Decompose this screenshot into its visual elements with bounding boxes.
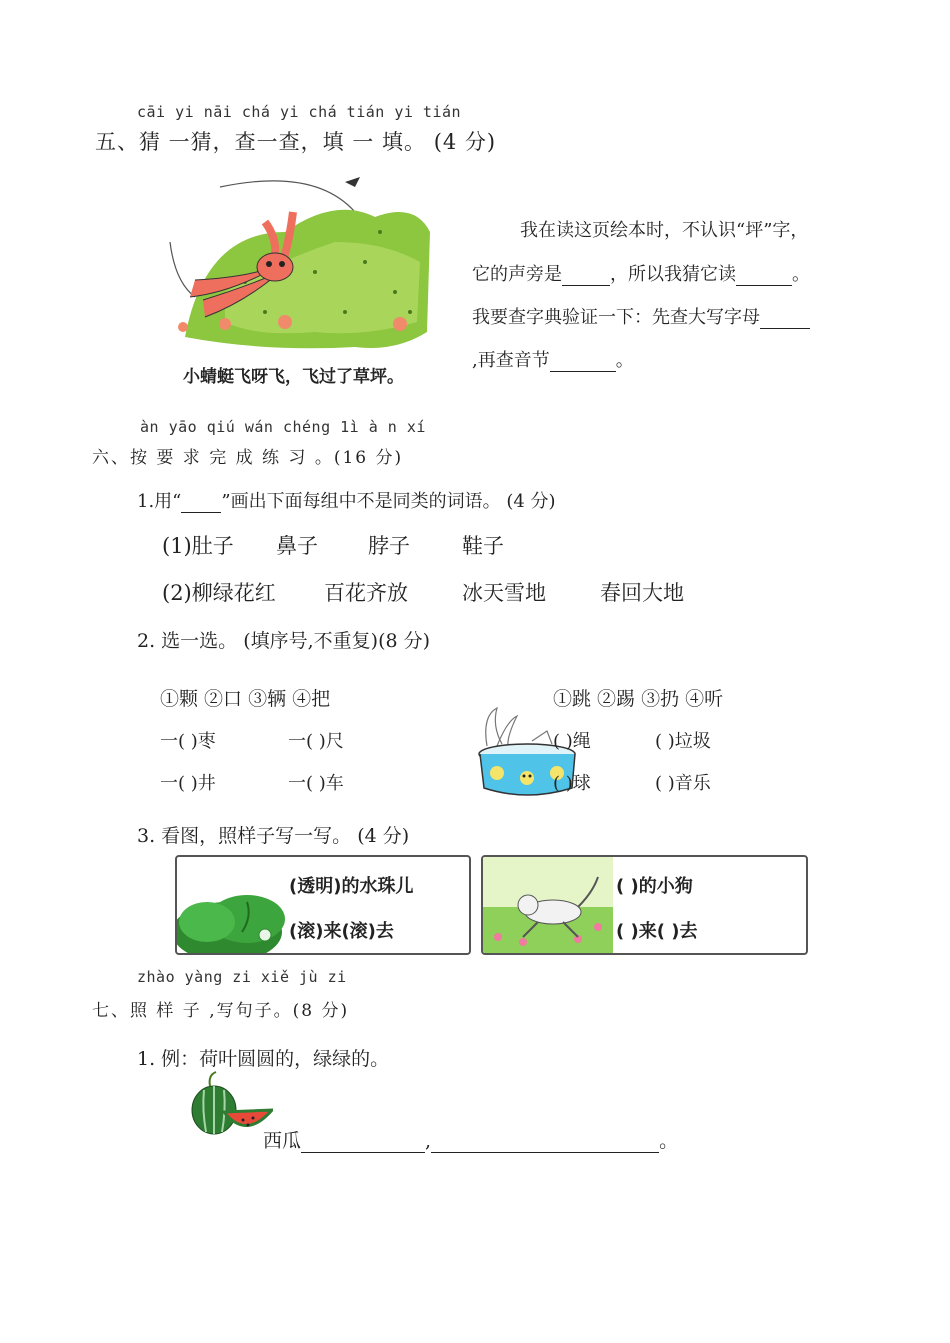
q1-row1-word-1[interactable]: (1)肚子 xyxy=(162,534,234,558)
box2-line-1[interactable]: ( )的小狗 xyxy=(616,876,693,897)
watermelon-picture xyxy=(188,1070,273,1138)
reading-line-1: 我在读这页绘本时，不认识“坪”字， xyxy=(520,220,809,241)
line4-text-b: 。 xyxy=(615,350,634,371)
q1-row2-word-3[interactable]: 冰天雪地 xyxy=(462,581,546,605)
q3-title: 3. 看图，照样子写一写。 (4 分) xyxy=(137,825,410,847)
q2-right-options: ①跳 ②踢 ③扔 ④听 xyxy=(553,688,724,710)
dragonfly-illustration xyxy=(165,172,440,387)
measure-word-blank-4[interactable]: 一( )车 xyxy=(288,773,344,794)
q1-row1-word-3[interactable]: 脖子 xyxy=(368,534,410,558)
answer-blank-2[interactable] xyxy=(431,1132,659,1153)
q1-row1-word-4[interactable]: 鞋子 xyxy=(462,534,504,558)
q1-text-pre: 1.用“ xyxy=(137,491,182,512)
illustration-caption: 小蜻蜓飞呀飞，飞过了草坪。 xyxy=(183,367,404,387)
q1-instruction xyxy=(137,487,556,513)
line3-text: 我要查字典验证一下：先查大写字母 xyxy=(472,307,760,328)
verb-blank-3[interactable]: ( )球 xyxy=(553,773,591,794)
q2-title: 2. 选一选。 (填序号,不重复)(8 分) xyxy=(137,630,431,652)
lotus-leaf-picture xyxy=(177,857,307,953)
line4-text-a: ,再查音节 xyxy=(472,350,550,371)
q1-row2-word-4[interactable]: 春回大地 xyxy=(600,581,684,605)
example-box-lotus xyxy=(175,855,471,955)
watermelon-illustration xyxy=(188,1070,273,1138)
measure-word-blank-2[interactable]: 一( )尺 xyxy=(288,731,344,752)
q2-left-options: ①颗 ②口 ③辆 ④把 xyxy=(160,688,331,710)
section7-title: 七、照 样 子 ,写句子。(8 分) xyxy=(92,1001,350,1021)
answer-blank-1[interactable] xyxy=(301,1132,425,1153)
syllable-blank[interactable] xyxy=(550,353,616,372)
verb-blank-4[interactable]: ( )音乐 xyxy=(655,773,711,794)
q1-row1-word-2[interactable]: 鼻子 xyxy=(276,534,318,558)
verb-blank-2[interactable]: ( )垃圾 xyxy=(655,731,711,752)
verb-blank-1[interactable]: ( )绳 xyxy=(553,731,591,752)
reading-line-3 xyxy=(472,303,810,329)
answer-period: 。 xyxy=(659,1130,679,1152)
answer-subject: 西瓜 xyxy=(263,1130,302,1152)
q1-row2-word-1[interactable]: (2)柳绿花红 xyxy=(162,581,276,605)
underline-sample xyxy=(181,494,221,513)
dragonfly-picture xyxy=(165,172,440,387)
box1-line-2: (滚)来(滚)去 xyxy=(289,921,394,942)
reading-line-4 xyxy=(472,346,634,372)
answer-comma: , xyxy=(425,1130,432,1152)
puppy-picture xyxy=(483,857,613,953)
section5-title: 五、猜 一猜，查一查，填 一 填。 (4 分) xyxy=(95,130,497,154)
section7-pinyin: zhào yàng zi xiě jù zi xyxy=(137,968,347,986)
measure-word-blank-1[interactable]: 一( )枣 xyxy=(160,731,216,752)
section6-title: 六、按 要 求 完 成 练 习 。(16 分) xyxy=(92,448,404,468)
q1-row2-word-2[interactable]: 百花齐放 xyxy=(324,581,408,605)
line2-text-a: 它的声旁是 xyxy=(472,264,562,285)
capital-letter-blank[interactable] xyxy=(760,310,810,329)
q1-text-post: ”画出下面每组中不是同类的词语。 (4 分) xyxy=(221,491,556,512)
measure-word-blank-3[interactable]: 一( )井 xyxy=(160,773,216,794)
box2-line-2[interactable]: ( )来( )去 xyxy=(616,921,698,942)
guess-reading-blank[interactable] xyxy=(736,267,792,286)
line2-text-b: ，所以我猜它读 xyxy=(610,264,736,285)
section6-pinyin: àn yāo qiú wán chéng 1ì à n xí xyxy=(140,418,426,436)
exercise-box-puppy xyxy=(481,855,808,955)
sentence-answer-line xyxy=(263,1126,678,1153)
sound-part-blank[interactable] xyxy=(562,267,610,286)
section5-pinyin: cāi yi nāi chá yi chá tián yi tián xyxy=(137,103,462,121)
reading-line-2 xyxy=(472,260,810,286)
box1-line-1: (透明)的水珠儿 xyxy=(289,876,414,897)
line2-text-c: 。 xyxy=(792,264,810,285)
example-sentence: 1. 例：荷叶圆圆的，绿绿的。 xyxy=(137,1048,390,1070)
